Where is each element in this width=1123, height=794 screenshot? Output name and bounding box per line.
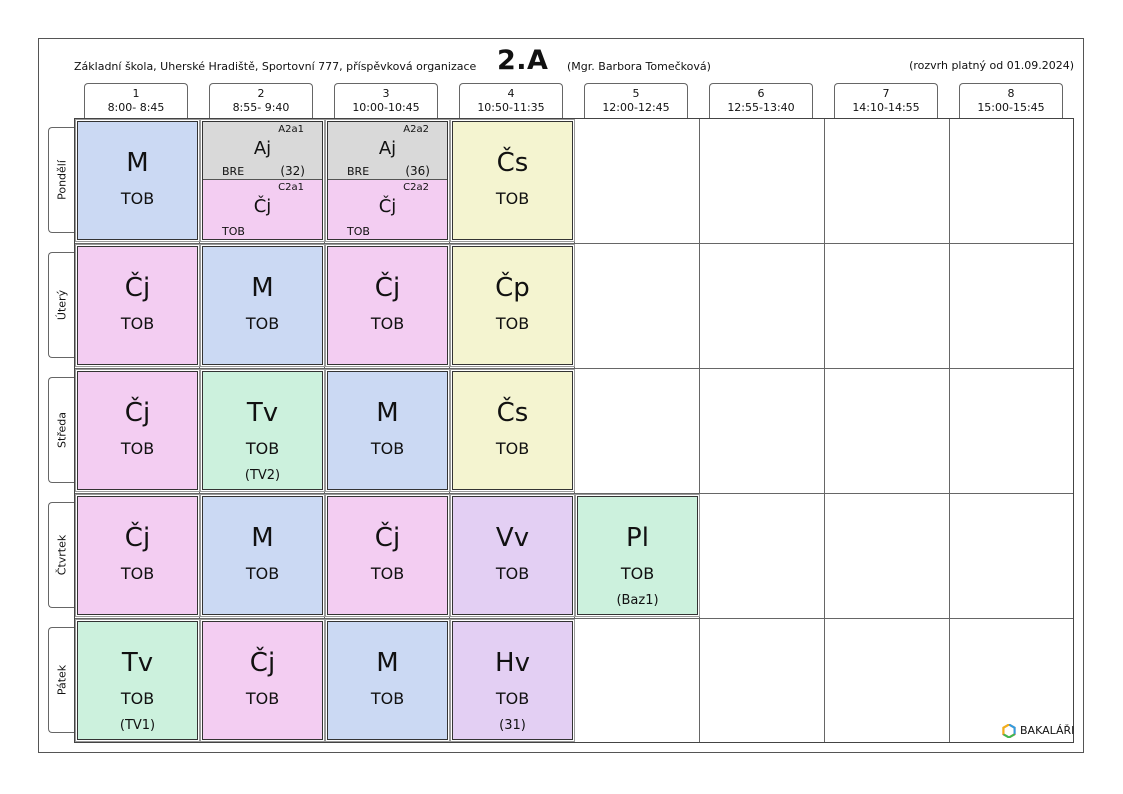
day-label-tuesday: Úterý xyxy=(48,252,74,358)
lesson-mon-3-group-a[interactable]: A2a2 Aj BRE (36) xyxy=(328,122,447,180)
lesson-mon-2-group-c[interactable]: C2a1 Čj TOB xyxy=(203,180,322,239)
day-label-thursday: Čtvrtek xyxy=(48,502,74,608)
period-header-7: 7 14:10-14:55 xyxy=(834,83,938,118)
day-label-monday: Pondělí xyxy=(48,127,74,233)
lesson-thu-3[interactable]: Čj TOB xyxy=(327,496,448,615)
lesson-fri-2[interactable]: Čj TOB xyxy=(202,621,323,740)
period-header-1: 1 8:00- 8:45 xyxy=(84,83,188,118)
lesson-mon-3-group-c[interactable]: C2a2 Čj TOB xyxy=(328,180,447,239)
lesson-fri-1[interactable]: Tv TOB (TV1) xyxy=(77,621,198,740)
period-header-4: 4 10:50-11:35 xyxy=(459,83,563,118)
bakalari-logo-icon xyxy=(1002,724,1016,738)
class-name: 2.A xyxy=(497,45,549,76)
period-header-6: 6 12:55-13:40 xyxy=(709,83,813,118)
valid-from: (rozvrh platný od 01.09.2024) xyxy=(909,59,1074,72)
lesson-thu-2[interactable]: M TOB xyxy=(202,496,323,615)
lesson-thu-1[interactable]: Čj TOB xyxy=(77,496,198,615)
lesson-wed-2[interactable]: Tv TOB (TV2) xyxy=(202,371,323,490)
lesson-mon-3-split[interactable] xyxy=(327,121,448,240)
lesson-mon-2-group-a[interactable]: A2a1 Aj BRE (32) xyxy=(203,122,322,180)
day-label-wednesday: Středa xyxy=(48,377,74,483)
period-header-3: 3 10:00-10:45 xyxy=(334,83,438,118)
period-header-8: 8 15:00-15:45 xyxy=(959,83,1063,118)
brand-name: BAKALÁŘI xyxy=(1020,724,1075,737)
class-teacher: (Mgr. Barbora Tomečková) xyxy=(567,60,711,73)
school-name: Základní škola, Uherské Hradiště, Sportovní 777, příspěvková organizace xyxy=(74,60,477,73)
lesson-wed-4[interactable]: Čs TOB xyxy=(452,371,573,490)
lesson-tue-3[interactable]: Čj TOB xyxy=(327,246,448,365)
lesson-wed-1[interactable]: Čj TOB xyxy=(77,371,198,490)
lesson-tue-2[interactable]: M TOB xyxy=(202,246,323,365)
lesson-thu-4[interactable]: Vv TOB xyxy=(452,496,573,615)
lesson-wed-3[interactable]: M TOB xyxy=(327,371,448,490)
day-label-friday: Pátek xyxy=(48,627,74,733)
lesson-fri-3[interactable]: M TOB xyxy=(327,621,448,740)
lesson-mon-2-split[interactable] xyxy=(202,121,323,240)
lesson-tue-4[interactable]: Čp TOB xyxy=(452,246,573,365)
period-header-5: 5 12:00-12:45 xyxy=(584,83,688,118)
lesson-mon-4[interactable]: Čs TOB xyxy=(452,121,573,240)
period-header-2: 2 8:55- 9:40 xyxy=(209,83,313,118)
lesson-mon-1[interactable]: M TOB xyxy=(77,121,198,240)
lesson-tue-1[interactable]: Čj TOB xyxy=(77,246,198,365)
lesson-fri-4[interactable]: Hv TOB (31) xyxy=(452,621,573,740)
lesson-thu-5[interactable]: Pl TOB (Baz1) xyxy=(577,496,698,615)
